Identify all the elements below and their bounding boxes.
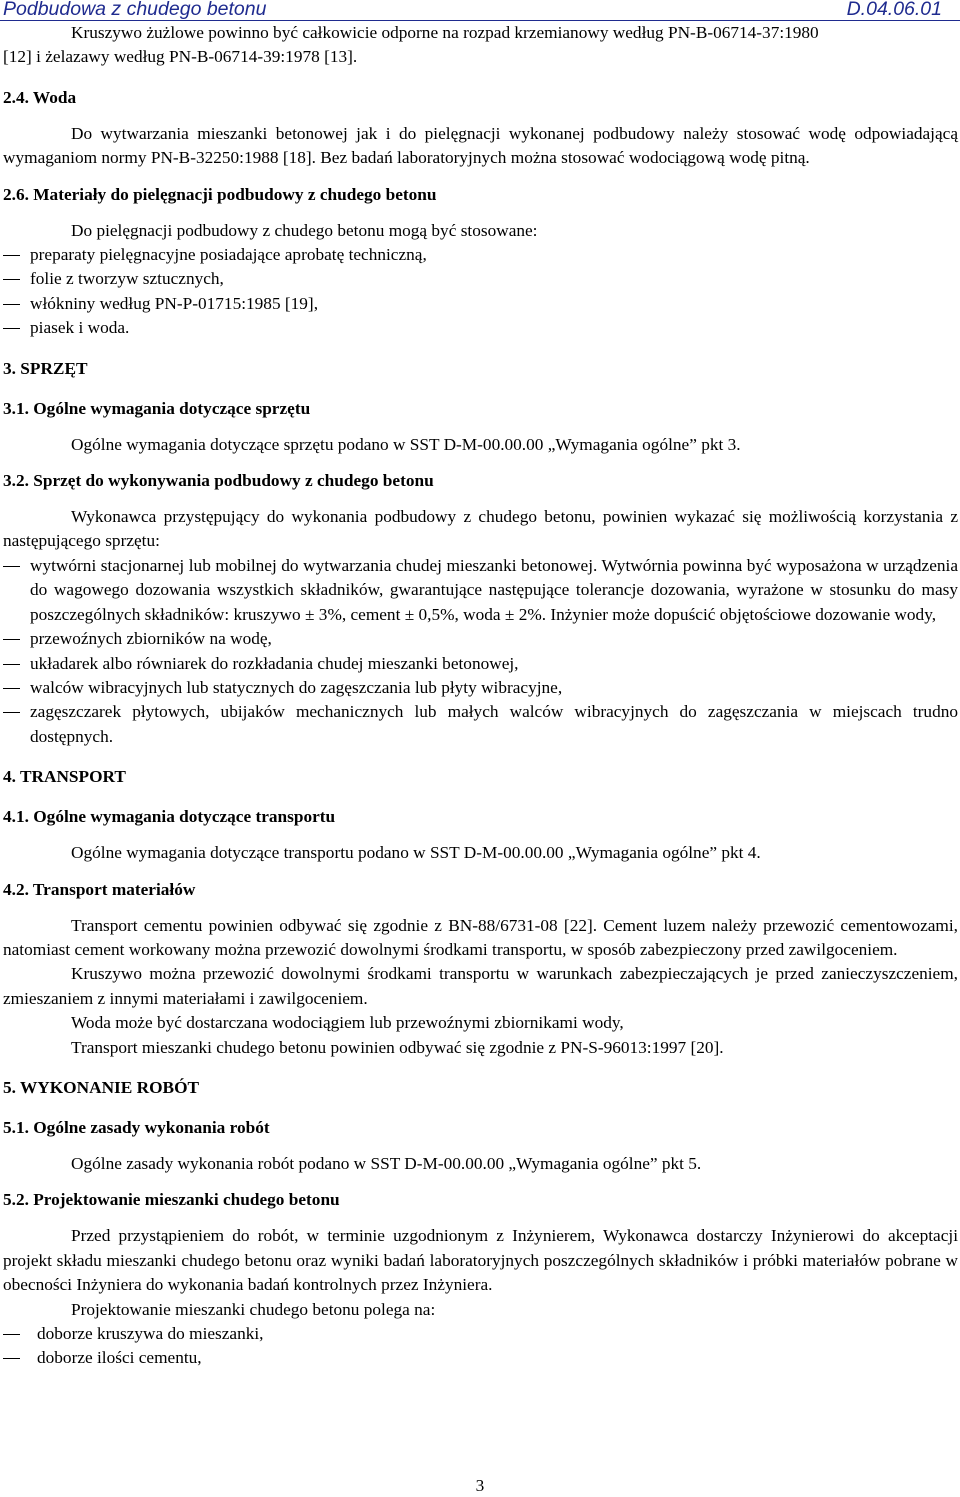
section-2-4-heading: 2.4. Woda [3, 87, 77, 107]
list-item: preparaty pielęgnacyjne posiadające aprobatę techniczną, [3, 243, 958, 267]
section-5-2-paragraph-2: Projektowanie mieszanki chudego betonu polega na: [71, 1299, 436, 1319]
intro-line-1: Kruszywo żużlowe powinno być całkowicie odporne na rozpad krzemianowy według PN-B-06714-37:1980 [71, 23, 819, 42]
document-body [3, 21, 958, 1371]
section-2-6-heading: 2.6. Materiały do pielęgnacji podbudowy z chudego betonu [3, 184, 437, 204]
section-2-6-list [3, 243, 958, 341]
list-item: wytwórni stacjonarnej lub mobilnej do wytwarzania chudej mieszanki betonowej. Wytwórnia powinna być wyposażona w urządzenia do wagowego dozowania wszystkich składników, gwarantujące następujące tolerancje dozowania, wyrażone w stosunku do masy poszczególnych składników: kruszywo ± 3%, cement ± 0,5%, woda ± 2%. Inżynier może dopuścić objętościowe dozowanie wody, [3, 554, 958, 627]
section-5-2-heading: 5.2. Projektowanie mieszanki chudego betonu [3, 1190, 340, 1210]
section-2-4-paragraph: Do wytwarzania mieszanki betonowej jak i do pielęgnacji wykonanej podbudowy należy stosować wodę odpowiadającą wymaganiom normy PN-B-32250:1988 [18]. Bez badań laboratoryjnych można stosować wodociągową wodę pitną. [3, 123, 958, 168]
section-3-2-paragraph: Wykonawca przystępujący do wykonania podbudowy z chudego betonu, powinien wykazać się możliwością korzystania z następującego sprzętu: [3, 507, 958, 551]
section-3-2-heading: 3.2. Sprzęt do wykonywania podbudowy z chudego betonu [3, 471, 434, 491]
list-item: włókniny według PN-P-01715:1985 [19], [3, 292, 958, 316]
page-number: 3 [475, 1476, 485, 1495]
list-item: przewoźnych zbiorników na wodę, [3, 627, 958, 651]
intro-line-2: [12] i żelazawy według PN-B-06714-39:1978 [13]. [3, 47, 358, 67]
section-4-heading: 4. TRANSPORT [3, 767, 126, 787]
section-3-1-paragraph: Ogólne wymagania dotyczące sprzętu podano w SST D-M-00.00.00 „Wymagania ogólne” pkt 3. [71, 434, 741, 454]
section-2-6-intro: Do pielęgnacji podbudowy z chudego betonu mogą być stosowane: [71, 220, 538, 240]
section-3-heading: 3. SPRZĘT [3, 358, 88, 378]
section-3-1-heading: 3.1. Ogólne wymagania dotyczące sprzętu [3, 398, 311, 418]
section-4-2-paragraph-1: Transport cementu powinien odbywać się zgodnie z BN-88/6731-08 [22]. Cement luzem należy przewozić cementowozami, natomiast cement workowany można przewozić dowolnymi środkami transportu, w sposób zabezpieczony przed zawilgoceniem. [3, 915, 958, 959]
header-code: D.04.06.01 [846, 0, 942, 20]
section-4-2-paragraph-3: Woda może być dostarczana wodociągiem lub przewoźnymi zbiornikami wody, [71, 1013, 624, 1033]
section-5-1-paragraph: Ogólne zasady wykonania robót podano w SST D-M-00.00.00 „Wymagania ogólne” pkt 5. [71, 1153, 702, 1173]
section-5-1-heading: 5.1. Ogólne zasady wykonania robót [3, 1117, 270, 1137]
list-item: folie z tworzyw sztucznych, [3, 267, 958, 291]
list-item: doborze kruszywa do mieszanki, [3, 1322, 958, 1346]
section-5-2-paragraph-1: Przed przystąpieniem do robót, w terminie uzgodnionym z Inżynierem, Wykonawca dostarczy Inżynierowi do akceptacji projekt składu mieszanki chudego betonu oraz wyniki badań laboratoryjnych poszczególnych składników i próbki materiałów pobrane w obecności Inżyniera do wykonania badań kontrolnych przez Inżyniera. [3, 1226, 958, 1295]
list-item: walców wibracyjnych lub statycznych do zagęszczania lub płyty wibracyjne, [3, 676, 958, 700]
page-header [0, 0, 960, 22]
section-5-heading: 5. WYKONANIE ROBÓT [3, 1077, 200, 1097]
section-4-2-paragraph-4: Transport mieszanki chudego betonu powinien odbywać się zgodnie z PN-S-96013:1997 [20]. [71, 1037, 724, 1057]
list-item: piasek i woda. [3, 316, 958, 340]
header-title: Podbudowa z chudego betonu [3, 0, 267, 20]
section-4-1-paragraph: Ogólne wymagania dotyczące transportu podano w SST D-M-00.00.00 „Wymagania ogólne” pkt 4. [71, 843, 761, 863]
list-item: zagęszczarek płytowych, ubijaków mechanicznych lub małych walców wibracyjnych do zagęszczania w miejscach trudno dostępnych. [3, 700, 958, 749]
section-5-2-list [3, 1322, 958, 1371]
section-4-2-paragraph-2: Kruszywo można przewozić dowolnymi środkami transportu w warunkach zabezpieczających je przed zanieczyszczeniem, zmieszaniem z innymi materiałami i zawilgoceniem. [3, 964, 958, 1008]
section-3-2-list [3, 554, 958, 749]
section-4-1-heading: 4.1. Ogólne wymagania dotyczące transportu [3, 807, 336, 827]
list-item: układarek albo równiarek do rozkładania chudej mieszanki betonowej, [3, 652, 958, 676]
section-4-2-heading: 4.2. Transport materiałów [3, 879, 196, 899]
list-item: doborze ilości cementu, [3, 1346, 958, 1370]
